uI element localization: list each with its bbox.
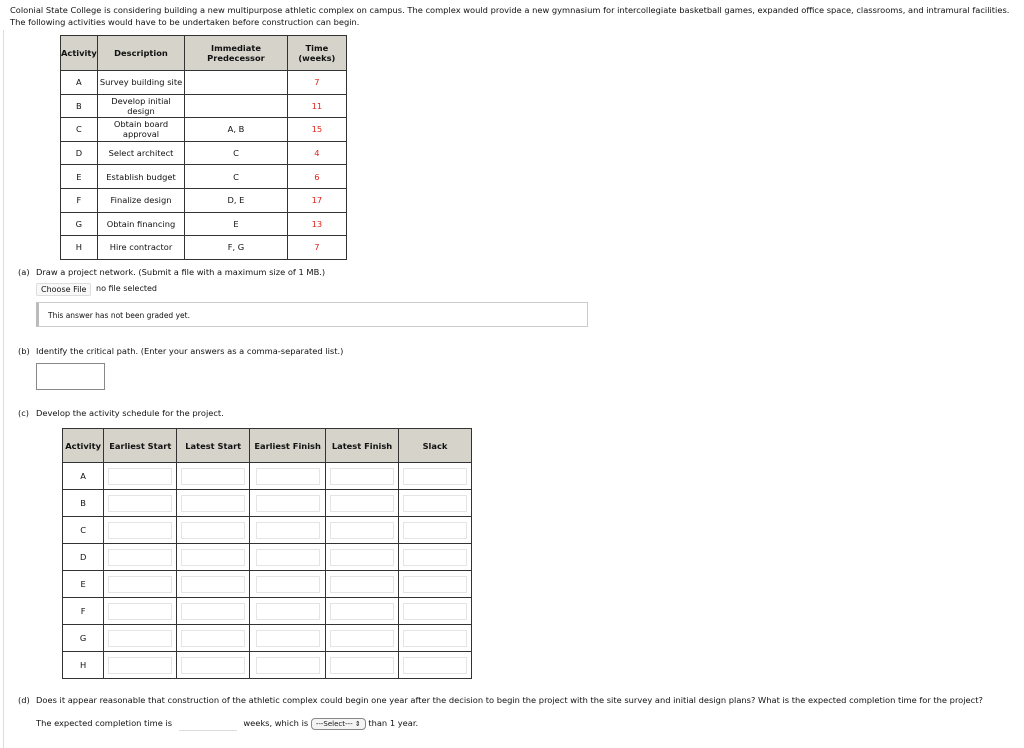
latest-finish-input[interactable]	[330, 549, 394, 566]
latest-start-cell	[177, 652, 250, 679]
schedule-table	[62, 428, 472, 679]
slack-cell	[398, 652, 471, 679]
slack-cell	[398, 463, 471, 490]
schedule-row	[63, 652, 472, 679]
slack-input[interactable]	[403, 603, 467, 620]
activity-id: H	[61, 236, 98, 260]
activity-predecessor: C	[185, 165, 287, 189]
activity-row	[61, 94, 347, 118]
slack-input[interactable]	[403, 468, 467, 485]
latest-finish-input[interactable]	[330, 495, 394, 512]
activity-time: 6	[287, 165, 346, 189]
earliest-start-cell	[104, 598, 177, 625]
activity-id: A	[61, 71, 98, 95]
latest-start-cell	[177, 517, 250, 544]
earliest-start-cell	[104, 652, 177, 679]
earliest-start-cell	[104, 463, 177, 490]
slack-input[interactable]	[403, 495, 467, 512]
activity-predecessor: C	[185, 141, 287, 165]
col-slack: Slack	[398, 429, 471, 463]
schedule-row	[63, 571, 472, 598]
col-earliest-finish: Earliest Finish	[250, 429, 326, 463]
earliest-finish-cell	[250, 463, 326, 490]
latest-finish-cell	[326, 517, 399, 544]
earliest-finish-input[interactable]	[256, 603, 320, 620]
slack-input[interactable]	[403, 630, 467, 647]
latest-finish-cell	[326, 490, 399, 517]
latest-start-input[interactable]	[181, 549, 245, 566]
activity-row	[61, 71, 347, 95]
col-description: Description	[97, 36, 184, 71]
activity-description: Develop initial design	[97, 94, 184, 118]
page-border	[3, 30, 4, 748]
activity-predecessor: D, E	[185, 188, 287, 212]
activities-table	[60, 35, 347, 260]
activity-predecessor: E	[185, 212, 287, 236]
col-activity: Activity	[63, 429, 104, 463]
earliest-finish-cell	[250, 625, 326, 652]
activity-description: Survey building site	[97, 71, 184, 95]
col-time: Time (weeks)	[287, 36, 346, 71]
latest-start-cell	[177, 544, 250, 571]
activity-predecessor	[185, 71, 287, 95]
schedule-row	[63, 598, 472, 625]
schedule-row	[63, 463, 472, 490]
earliest-start-cell	[104, 625, 177, 652]
slack-input[interactable]	[403, 549, 467, 566]
activity-row	[61, 118, 347, 142]
activity-row	[61, 165, 347, 189]
activity-id: E	[61, 165, 98, 189]
schedule-row	[63, 517, 472, 544]
latest-start-cell	[177, 463, 250, 490]
choose-file-button[interactable]: Choose File	[36, 283, 91, 296]
earliest-start-input[interactable]	[108, 495, 172, 512]
latest-finish-cell	[326, 652, 399, 679]
activity-time: 7	[287, 71, 346, 95]
activity-time: 7	[287, 236, 346, 260]
latest-start-input[interactable]	[181, 657, 245, 674]
slack-cell	[398, 517, 471, 544]
activity-description: Obtain board approval	[97, 118, 184, 142]
col-earliest-start: Earliest Start	[104, 429, 177, 463]
earliest-start-input[interactable]	[108, 468, 172, 485]
earliest-finish-cell	[250, 571, 326, 598]
slack-input[interactable]	[403, 576, 467, 593]
activity-id: E	[63, 571, 104, 598]
col-predecessor: Immediate Predecessor	[185, 36, 287, 71]
earliest-finish-cell	[250, 490, 326, 517]
part-b-prompt: (b) Identify the critical path. (Enter your answers as a comma-separated list.)	[18, 346, 344, 356]
earliest-start-input[interactable]	[108, 576, 172, 593]
latest-finish-cell	[326, 463, 399, 490]
activity-description: Establish budget	[97, 165, 184, 189]
latest-finish-input[interactable]	[330, 576, 394, 593]
schedule-row	[63, 544, 472, 571]
completion-sentence	[36, 716, 418, 731]
activity-time: 17	[287, 188, 346, 212]
activity-row	[61, 141, 347, 165]
latest-finish-cell	[326, 625, 399, 652]
activity-predecessor: F, G	[185, 236, 287, 260]
activity-id: D	[61, 141, 98, 165]
earliest-start-input[interactable]	[108, 603, 172, 620]
latest-finish-input[interactable]	[330, 468, 394, 485]
activity-description: Finalize design	[97, 188, 184, 212]
activity-time: 11	[287, 94, 346, 118]
latest-finish-input[interactable]	[330, 522, 394, 539]
earliest-start-cell	[104, 517, 177, 544]
activity-id: C	[63, 517, 104, 544]
activity-id: B	[63, 490, 104, 517]
earliest-start-input[interactable]	[108, 522, 172, 539]
latest-start-cell	[177, 571, 250, 598]
earliest-finish-cell	[250, 652, 326, 679]
activity-id: C	[61, 118, 98, 142]
file-status: no file selected	[96, 284, 158, 293]
activity-id: H	[63, 652, 104, 679]
earliest-finish-input[interactable]	[256, 468, 320, 485]
activity-id: G	[63, 625, 104, 652]
schedule-row	[63, 490, 472, 517]
latest-start-input[interactable]	[181, 468, 245, 485]
latest-finish-input[interactable]	[330, 657, 394, 674]
slack-input[interactable]	[403, 657, 467, 674]
earliest-finish-cell	[250, 598, 326, 625]
problem-intro: Colonial State College is considering building a new multipurpose athletic complex on campus. The complex would provide a new gymnasium for intercollegiate basketball games, expanded office space, classrooms, and intramural facilities. The following activities would have to be undertaken before construction can begin.	[10, 5, 1010, 27]
activity-id: F	[61, 188, 98, 212]
activity-id: F	[63, 598, 104, 625]
part-d-prompt: (d) Does it appear reasonable that construction of the athletic complex could begin one year after the decision to begin the project with the site survey and initial design plans? What is the expected completion time for the project?	[18, 695, 983, 705]
part-a-prompt: (a) Draw a project network. (Submit a file with a maximum size of 1 MB.)	[18, 267, 326, 277]
activity-id: G	[61, 212, 98, 236]
activity-description: Obtain financing	[97, 212, 184, 236]
latest-start-input[interactable]	[181, 603, 245, 620]
earliest-finish-input[interactable]	[256, 522, 320, 539]
activity-row	[61, 236, 347, 260]
activity-id: D	[63, 544, 104, 571]
earliest-finish-input[interactable]	[256, 495, 320, 512]
earliest-finish-input[interactable]	[256, 630, 320, 647]
latest-start-input[interactable]	[181, 495, 245, 512]
activity-time: 4	[287, 141, 346, 165]
slack-cell	[398, 625, 471, 652]
latest-start-input[interactable]	[181, 522, 245, 539]
graded-message: This answer has not been graded yet.	[36, 302, 588, 327]
critical-path-input[interactable]	[36, 363, 105, 390]
latest-start-cell	[177, 625, 250, 652]
earliest-finish-input[interactable]	[256, 576, 320, 593]
earliest-finish-cell	[250, 517, 326, 544]
activity-predecessor	[185, 94, 287, 118]
activity-row	[61, 188, 347, 212]
activity-description: Hire contractor	[97, 236, 184, 260]
slack-cell	[398, 490, 471, 517]
activity-id: B	[61, 94, 98, 118]
earliest-start-input[interactable]	[108, 657, 172, 674]
earliest-finish-input[interactable]	[256, 657, 320, 674]
latest-start-input[interactable]	[181, 576, 245, 593]
part-c-prompt: (c) Develop the activity schedule for the project.	[18, 408, 224, 418]
schedule-row	[63, 625, 472, 652]
col-latest-start: Latest Start	[177, 429, 250, 463]
latest-finish-cell	[326, 544, 399, 571]
completion-mid: weeks, which is	[243, 718, 309, 728]
activity-time: 15	[287, 118, 346, 142]
latest-start-input[interactable]	[181, 630, 245, 647]
earliest-start-input[interactable]	[108, 630, 172, 647]
earliest-finish-cell	[250, 544, 326, 571]
activity-description: Select architect	[97, 141, 184, 165]
latest-finish-input[interactable]	[330, 603, 394, 620]
slack-cell	[398, 544, 471, 571]
earliest-start-cell	[104, 571, 177, 598]
slack-input[interactable]	[403, 522, 467, 539]
earliest-start-input[interactable]	[108, 549, 172, 566]
earliest-finish-input[interactable]	[256, 549, 320, 566]
completion-post: than 1 year.	[368, 718, 419, 728]
completion-weeks-input[interactable]	[179, 716, 237, 731]
slack-cell	[398, 571, 471, 598]
latest-start-cell	[177, 598, 250, 625]
latest-finish-input[interactable]	[330, 630, 394, 647]
activity-row	[61, 212, 347, 236]
latest-finish-cell	[326, 571, 399, 598]
slack-cell	[398, 598, 471, 625]
activity-id: A	[63, 463, 104, 490]
activity-predecessor: A, B	[185, 118, 287, 142]
earliest-start-cell	[104, 490, 177, 517]
earliest-start-cell	[104, 544, 177, 571]
col-activity: Activity	[61, 36, 98, 71]
col-latest-finish: Latest Finish	[326, 429, 399, 463]
latest-finish-cell	[326, 598, 399, 625]
completion-pre: The expected completion time is	[36, 718, 173, 728]
activity-time: 13	[287, 212, 346, 236]
comparison-select[interactable]: ---Select--- ⇕	[311, 718, 366, 730]
latest-start-cell	[177, 490, 250, 517]
